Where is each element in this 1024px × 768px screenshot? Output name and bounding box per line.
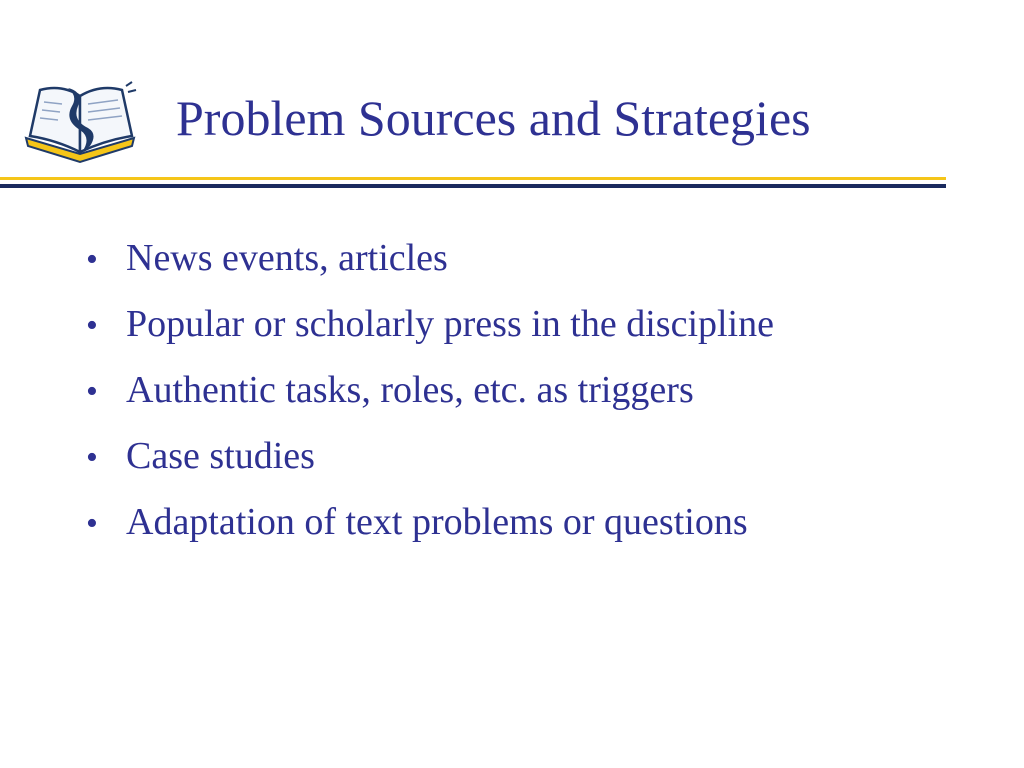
- bullet-marker: •: [86, 241, 98, 278]
- bullet-list: [86, 232, 774, 562]
- open-book-icon: [22, 80, 140, 168]
- title-divider-gold: [0, 177, 946, 180]
- bullet-text: Adaptation of text problems or questions: [126, 501, 748, 543]
- list-item: [86, 496, 774, 562]
- bullet-marker: •: [86, 307, 98, 344]
- bullet-marker: •: [86, 373, 98, 410]
- list-item: [86, 364, 774, 430]
- list-item: [86, 298, 774, 364]
- slide-title: Problem Sources and Strategies: [176, 90, 811, 146]
- bullet-text: Case studies: [126, 435, 315, 477]
- bullet-marker: •: [86, 505, 98, 542]
- bullet-text: News events, articles: [126, 237, 448, 279]
- list-item: [86, 232, 774, 298]
- title-divider-navy: [0, 184, 946, 188]
- bullet-text: Authentic tasks, roles, etc. as triggers: [126, 369, 694, 411]
- bullet-marker: •: [86, 439, 98, 476]
- bullet-text: Popular or scholarly press in the discipline: [126, 303, 774, 345]
- list-item: [86, 430, 774, 496]
